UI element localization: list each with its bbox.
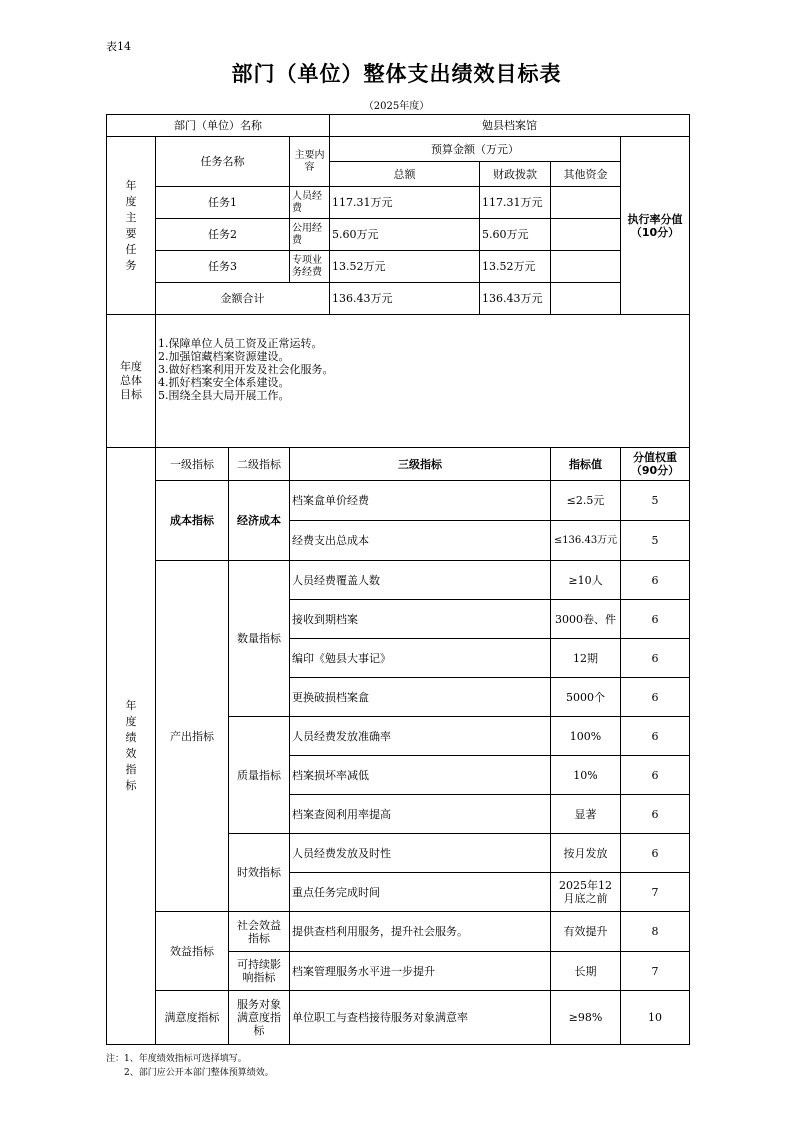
indicator-weight: 5 xyxy=(621,481,690,521)
quality-indicator-l2: 质量指标 xyxy=(229,717,290,834)
timeliness-indicator-l2: 时效指标 xyxy=(229,834,290,912)
task-fiscal: 117.31万元 xyxy=(480,187,551,219)
task-total: 117.31万元 xyxy=(330,187,480,219)
task-other xyxy=(551,251,621,283)
indicator-value: ≥10人 xyxy=(551,561,621,600)
total-header: 总额 xyxy=(330,162,480,187)
indicator-value: 10% xyxy=(551,756,621,795)
indicator-weight: 5 xyxy=(621,521,690,561)
year-label: （2025年度） xyxy=(363,101,430,112)
task-fiscal: 5.60万元 xyxy=(480,219,551,251)
indicator-weight: 6 xyxy=(621,795,690,834)
sum-fiscal: 136.43万元 xyxy=(480,283,551,315)
indicator-weight: 6 xyxy=(621,639,690,678)
indicator-weight: 6 xyxy=(621,756,690,795)
goal-item: 5.围绕全县大局开展工作。 xyxy=(158,389,290,402)
indicator-name: 人员经费发放及时性 xyxy=(290,834,551,873)
task-fiscal: 13.52万元 xyxy=(480,251,551,283)
task-name: 任务3 xyxy=(156,251,290,283)
service-satisfaction-l2: 服务对象满意度指标 xyxy=(229,991,290,1045)
value-header: 指标值 xyxy=(551,448,621,481)
indicator-value: 3000卷、件 xyxy=(551,600,621,639)
indicator-value: 12期 xyxy=(551,639,621,678)
annual-tasks-label: 年度主要任务 xyxy=(107,137,156,315)
indicator-name: 人员经费发放准确率 xyxy=(290,717,551,756)
indicator-name: 编印《勉县大事记》 xyxy=(290,639,551,678)
page-title: 部门（单位）整体支出绩效目标表 xyxy=(231,62,562,86)
goal-item: 4.抓好档案安全体系建设。 xyxy=(158,376,290,389)
level2-header: 二级指标 xyxy=(229,448,290,481)
task-name: 任务1 xyxy=(156,187,290,219)
fiscal-header: 财政拨款 xyxy=(480,162,551,187)
output-indicator-l1: 产出指标 xyxy=(156,561,229,912)
indicator-weight: 6 xyxy=(621,561,690,600)
indicator-value: 长期 xyxy=(551,952,621,991)
main-content-header: 主要内容 xyxy=(290,137,330,187)
indicator-name: 重点任务完成时间 xyxy=(290,873,551,912)
benefit-indicator-l1: 效益指标 xyxy=(156,912,229,991)
indicator-name: 提供查档利用服务，提升社会服务。 xyxy=(290,912,551,952)
annual-goals-text xyxy=(156,315,690,448)
indicator-name: 更换破损档案盒 xyxy=(290,678,551,717)
table-number-label: 表14 xyxy=(106,40,131,53)
annual-goals-label: 年度总体目标 xyxy=(107,315,156,448)
indicator-weight: 8 xyxy=(621,912,690,952)
social-benefit-l2: 社会效益指标 xyxy=(229,912,290,952)
level1-header: 一级指标 xyxy=(156,448,229,481)
indicator-value: 有效提升 xyxy=(551,912,621,952)
goal-item: 2.加强馆藏档案资源建设。 xyxy=(158,350,290,363)
indicator-weight: 10 xyxy=(621,991,690,1045)
task-name: 任务2 xyxy=(156,219,290,251)
performance-target-table xyxy=(106,114,690,1045)
indicator-value: 显著 xyxy=(551,795,621,834)
weight-header: 分值权重（90分） xyxy=(621,448,690,481)
economic-cost-l2: 经济成本 xyxy=(229,481,290,561)
sum-label: 金额合计 xyxy=(156,283,330,315)
other-funds-header: 其他资金 xyxy=(551,162,621,187)
indicator-value: ≤2.5元 xyxy=(551,481,621,521)
task-content: 公用经费 xyxy=(290,219,330,251)
goal-item: 3.做好档案利用开发及社会化服务。 xyxy=(158,363,334,376)
satisfaction-indicator-l1: 满意度指标 xyxy=(156,991,229,1045)
sustainable-impact-l2: 可持续影响指标 xyxy=(229,952,290,991)
task-other xyxy=(551,219,621,251)
indicator-value: 2025年12月底之前 xyxy=(551,873,621,912)
budget-header: 预算金额（万元） xyxy=(330,137,621,162)
sum-total: 136.43万元 xyxy=(330,283,480,315)
exec-rate-score: 执行率分值（10分） xyxy=(621,137,690,315)
annual-indicators-label: 年度绩效指标 xyxy=(107,448,156,1045)
indicator-name: 经费支出总成本 xyxy=(290,521,551,561)
footnote-2: 2、部门应公开本部门整体预算绩效。 xyxy=(124,1068,274,1078)
task-name-header: 任务名称 xyxy=(156,137,290,187)
indicator-value: 100% xyxy=(551,717,621,756)
indicator-weight: 6 xyxy=(621,600,690,639)
level3-header: 三级指标 xyxy=(290,448,551,481)
task-other xyxy=(551,187,621,219)
task-content: 专项业务经费 xyxy=(290,251,330,283)
goal-item: 1.保障单位人员工资及正常运转。 xyxy=(158,337,323,350)
footnotes xyxy=(106,1052,274,1080)
footnote-1: 注：1、年度绩效指标可选择填写。 xyxy=(106,1054,247,1064)
indicator-value: ≤136.43万元 xyxy=(551,521,621,561)
indicator-weight: 6 xyxy=(621,678,690,717)
indicator-name: 档案管理服务水平进一步提升 xyxy=(290,952,551,991)
dept-name-label: 部门（单位）名称 xyxy=(107,115,330,137)
indicator-weight: 7 xyxy=(621,952,690,991)
indicator-name: 档案损坏率减低 xyxy=(290,756,551,795)
indicator-value: 按月发放 xyxy=(551,834,621,873)
dept-name-value: 勉县档案馆 xyxy=(330,115,690,137)
indicator-name: 档案盒单价经费 xyxy=(290,481,551,521)
indicator-value: 5000个 xyxy=(551,678,621,717)
task-total: 5.60万元 xyxy=(330,219,480,251)
task-content: 人员经费 xyxy=(290,187,330,219)
quantity-indicator-l2: 数量指标 xyxy=(229,561,290,717)
indicator-name: 单位职工与查档接待服务对象满意率 xyxy=(290,991,551,1045)
indicator-weight: 6 xyxy=(621,834,690,873)
indicator-weight: 6 xyxy=(621,717,690,756)
sum-other xyxy=(551,283,621,315)
task-total: 13.52万元 xyxy=(330,251,480,283)
indicator-name: 档案查阅利用率提高 xyxy=(290,795,551,834)
indicator-name: 接收到期档案 xyxy=(290,600,551,639)
indicator-name: 人员经费覆盖人数 xyxy=(290,561,551,600)
cost-indicator-l1: 成本指标 xyxy=(156,481,229,561)
indicator-weight: 7 xyxy=(621,873,690,912)
indicator-value: ≥98% xyxy=(551,991,621,1045)
